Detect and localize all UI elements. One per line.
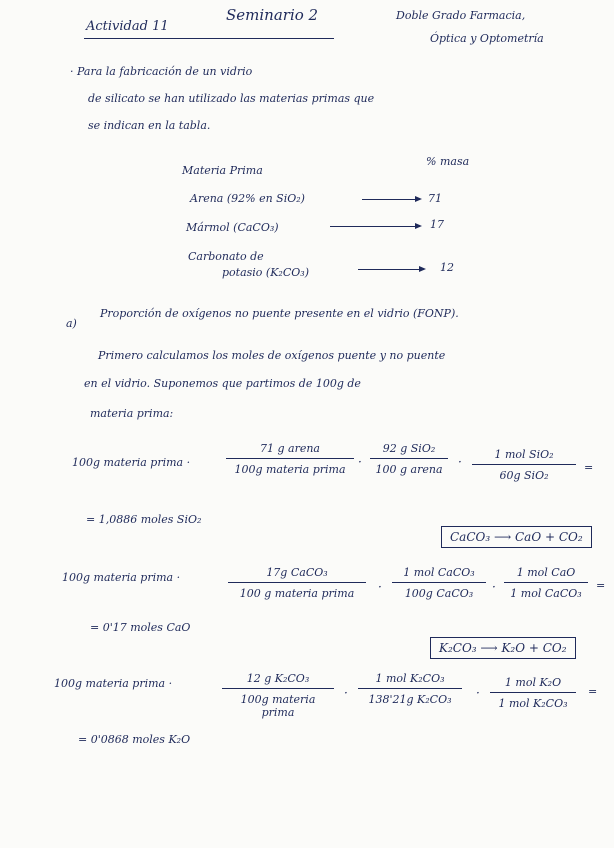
fraction-numerator: 1 mol SiO₂ [494, 448, 554, 461]
calc3-result: = 0'0868 moles K₂O [78, 733, 191, 746]
fraction-denominator: 100g CaCO₃ [404, 587, 474, 600]
equals-sign: = [584, 461, 594, 474]
degree-line-1: Doble Grado Farmacia, [396, 9, 526, 22]
calc3-lead: 100g materia prima · [54, 677, 173, 690]
table-row-value: 12 [440, 261, 454, 274]
calc3-fraction [490, 676, 576, 710]
fraction-denominator: 100 g materia prima [239, 587, 355, 600]
table-row-name-line1: Carbonato de [188, 250, 264, 263]
fraction-numerator: 17g CaCO₃ [266, 566, 328, 579]
table-row-value: 71 [428, 192, 442, 205]
table-row-name: Mármol (CaCO₃) [186, 221, 279, 234]
activity-title: Actividad 11 [86, 19, 169, 34]
question-text: Proporción de oxígenos no puente presente en el vidrio (FONP). [100, 307, 459, 320]
header-underline [84, 38, 334, 39]
fraction-numerator: 92 g SiO₂ [382, 442, 436, 455]
question-label: a) [66, 317, 77, 330]
reaction-box: CaCO₃ ⟶ CaO + CO₂ [441, 526, 592, 548]
fraction-numerator: 1 mol K₂O [504, 676, 562, 689]
fraction-numerator: 1 mol CaO [516, 566, 576, 579]
fraction-denominator: 60g SiO₂ [499, 469, 549, 482]
fraction-denominator: 100g materia prima [234, 463, 346, 476]
calc2-fraction [392, 566, 486, 600]
table-row-name-line2: potasio (K₂CO₃) [222, 266, 309, 279]
question-paragraph-3: materia prima: [90, 407, 174, 420]
arrow-icon [330, 226, 420, 227]
arrow-icon [362, 199, 420, 200]
reaction-box: K₂CO₃ ⟶ K₂O + CO₂ [430, 637, 576, 659]
multiply-dot: · [344, 686, 348, 700]
calc2-result: = 0'17 moles CaO [90, 621, 191, 634]
fraction-numerator: 71 g arena [259, 442, 320, 455]
fraction-numerator: 12 g K₂CO₃ [246, 672, 310, 685]
fraction-numerator: 1 mol K₂CO₃ [375, 672, 445, 685]
intro-line-3: se indican en la tabla. [88, 119, 211, 132]
calc3-fraction [358, 672, 462, 706]
multiply-dot: · [378, 580, 382, 594]
table-header-material: Materia Prima [182, 164, 263, 177]
multiply-dot: · [492, 580, 496, 594]
calc3-fraction [222, 672, 334, 719]
arrow-icon [358, 269, 424, 270]
equals-sign: = [588, 685, 598, 698]
equals-sign: = [596, 579, 606, 592]
fraction-denominator: 100g materia prima [240, 693, 316, 719]
intro-line-2: de silicato se han utilizado las materias primas que [88, 92, 375, 105]
calc1-lead: 100g materia prima · [72, 456, 191, 469]
table-row-value: 17 [430, 218, 444, 231]
seminar-title: Seminario 2 [226, 6, 319, 24]
table-row-name: Arena (92% en SiO₂) [190, 192, 305, 205]
fraction-denominator: 138'21g K₂CO₃ [368, 693, 452, 706]
question-paragraph-2: en el vidrio. Suponemos que partimos de 100g de [84, 377, 361, 390]
intro-line-1: · Para la fabricación de un vidrio [70, 65, 253, 78]
multiply-dot: · [476, 686, 480, 700]
degree-line-2: Óptica y Optometría [430, 32, 544, 45]
question-paragraph-1: Primero calculamos los moles de oxígenos puente y no puente [98, 349, 446, 362]
calc1-fraction [472, 448, 576, 482]
calc2-lead: 100g materia prima · [62, 571, 181, 584]
fraction-denominator: 1 mol CaCO₃ [510, 587, 582, 600]
fraction-denominator: 100 g arena [375, 463, 443, 476]
table-header-percent: % masa [426, 155, 470, 168]
multiply-dot: · [458, 455, 462, 469]
calc2-fraction [504, 566, 588, 600]
fraction-denominator: 1 mol K₂CO₃ [498, 697, 568, 710]
multiply-dot: · [358, 455, 362, 469]
calc1-result: = 1,0886 moles SiO₂ [86, 513, 202, 526]
calc2-fraction [228, 566, 366, 600]
calc1-fraction [370, 442, 448, 476]
fraction-numerator: 1 mol CaCO₃ [403, 566, 475, 579]
calc1-fraction [226, 442, 354, 476]
